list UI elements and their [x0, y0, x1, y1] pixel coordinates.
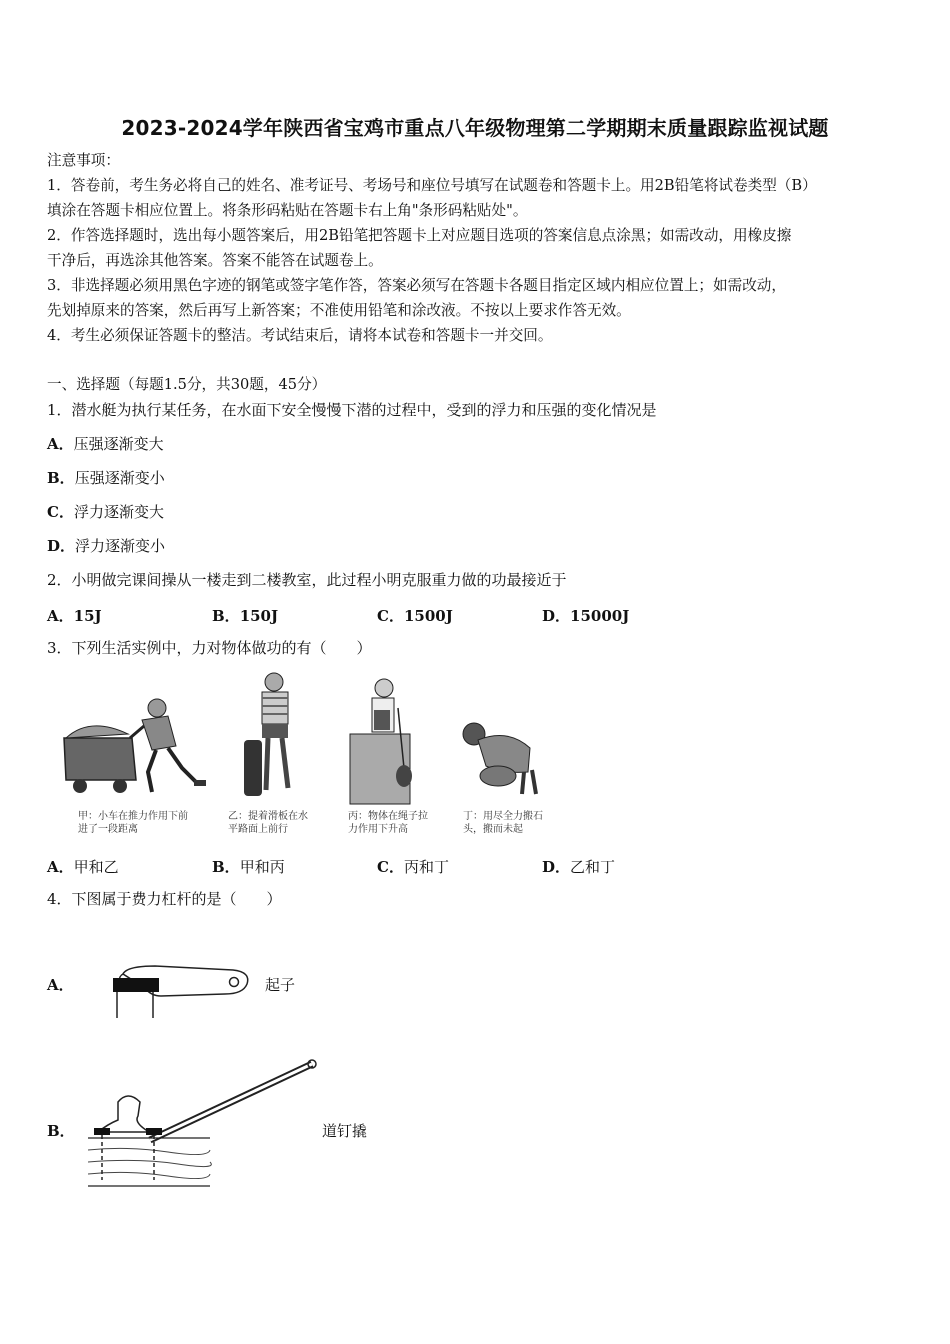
option-text: 1500J — [403, 607, 453, 625]
option-letter: D． — [542, 607, 571, 625]
figure-caption-yi: 乙：提着滑板在水平路面上前行 — [228, 811, 308, 835]
q3-option-c — [377, 856, 449, 877]
notice-line: 干净后，再选涂其他答案。答案不能答在试题卷上。 — [47, 252, 383, 269]
option-text: 150J — [239, 607, 279, 625]
notice-line: 3．非选择题必须用黑色字迹的钢笔或签字笔作答，答案必须写在答题卡各题目指定区域内相应位置上；如需改动， — [47, 277, 786, 294]
option-text: 丙和丁 — [403, 858, 449, 876]
q2-option-c — [377, 605, 453, 626]
q3-option-b — [212, 856, 285, 877]
figure-caption-ding: 丁：用尽全力搬石头，搬而未起 — [463, 811, 543, 835]
option-text: 甲和乙 — [73, 858, 119, 876]
notice-line: 4．考生必须保证答题卡的整洁。考试结束后，请将本试卷和答题卡一并交回。 — [47, 327, 553, 344]
notice-line: 先划掉原来的答案，然后再写上新答案；不准使用铅笔和涂改液。不按以上要求作答无效。 — [47, 302, 631, 319]
q2-option-b — [212, 605, 278, 626]
option-text: 浮力逐渐变小 — [75, 537, 166, 555]
option-letter: B． — [47, 469, 75, 487]
cart-push-illustration — [60, 668, 220, 798]
option-letter: C． — [47, 503, 74, 521]
section-heading: 一、选择题（每题1.5分，共30题，45分） — [47, 376, 327, 393]
option-letter: A． — [47, 607, 74, 625]
notice-line: 1．答卷前，考生务必将自己的姓名、准考证号、考场号和座位号填写在试题卷和答题卡上。用2B铅笔将试卷类型（B） — [47, 177, 817, 194]
option-letter: D． — [47, 537, 76, 555]
question-2-stem: 2．小明做完课间操从一楼走到二楼教室，此过程小明克服重力做的功最接近于 — [47, 571, 567, 589]
q1-option-a — [47, 435, 164, 453]
notice-line: 2．作答选择题时，选出每小题答案后，用2B铅笔把答题卡上对应题目选项的答案信息点涂黑；如需改动，用橡皮擦 — [47, 227, 792, 244]
question-1-stem: 1．潜水艇为执行某任务，在水面下安全慢慢下潜的过程中，受到的浮力和压强的变化情况是 — [47, 401, 657, 419]
option-text: 15J — [73, 607, 102, 625]
option-text: 压强逐渐变小 — [74, 469, 165, 487]
q1-option-b — [47, 469, 165, 487]
rope-lifting-illustration — [346, 668, 436, 808]
q4-option-b-letter: B． — [47, 1122, 75, 1140]
option-letter: C． — [377, 607, 404, 625]
q3-option-d — [542, 856, 615, 877]
figure-caption-bing: 丙：物体在绳子拉力作用下升高 — [348, 811, 428, 835]
q4-option-a-letter: A． — [47, 976, 74, 994]
q3-option-a — [47, 856, 119, 877]
option-letter: C． — [377, 858, 404, 876]
q1-option-c — [47, 503, 164, 521]
question-4-stem: 4．下图属于费力杠杆的是（ ） — [47, 890, 282, 908]
boy-carrying-board-illustration — [232, 668, 322, 808]
option-letter: A． — [47, 858, 74, 876]
notice-line: 填涂在答题卡相应位置上。将条形码粘贴在答题卡右上角"条形码粘贴处"。 — [47, 202, 528, 219]
option-letter: D． — [542, 858, 571, 876]
page-title: 2023-2024学年陕西省宝鸡市重点八年级物理第二学期期末质量跟踪监视试题 — [121, 116, 829, 140]
figure-caption-jia: 甲：小车在推力作用下前进了一段距离 — [78, 811, 188, 835]
q4-option-a-text: 起子 — [265, 976, 296, 994]
q2-option-d — [542, 605, 629, 626]
spike-puller-illustration — [88, 1058, 320, 1192]
q4-option-b-text: 道钉撬 — [322, 1122, 368, 1140]
option-text: 乙和丁 — [570, 858, 616, 876]
question-3-stem: 3．下列生活实例中，力对物体做功的有（ ） — [47, 639, 372, 657]
option-letter: B． — [212, 858, 240, 876]
option-text: 15000J — [570, 607, 630, 625]
bottle-opener-illustration — [105, 962, 255, 1022]
option-text: 甲和丙 — [239, 858, 285, 876]
option-text: 浮力逐渐变大 — [73, 503, 164, 521]
lifting-rock-illustration — [458, 710, 548, 800]
q2-option-a — [47, 605, 102, 626]
option-letter: B． — [212, 607, 240, 625]
option-text: 压强逐渐变大 — [73, 435, 164, 453]
notice-heading: 注意事项： — [47, 152, 120, 169]
option-letter: A． — [47, 435, 74, 453]
q1-option-d — [47, 537, 165, 555]
